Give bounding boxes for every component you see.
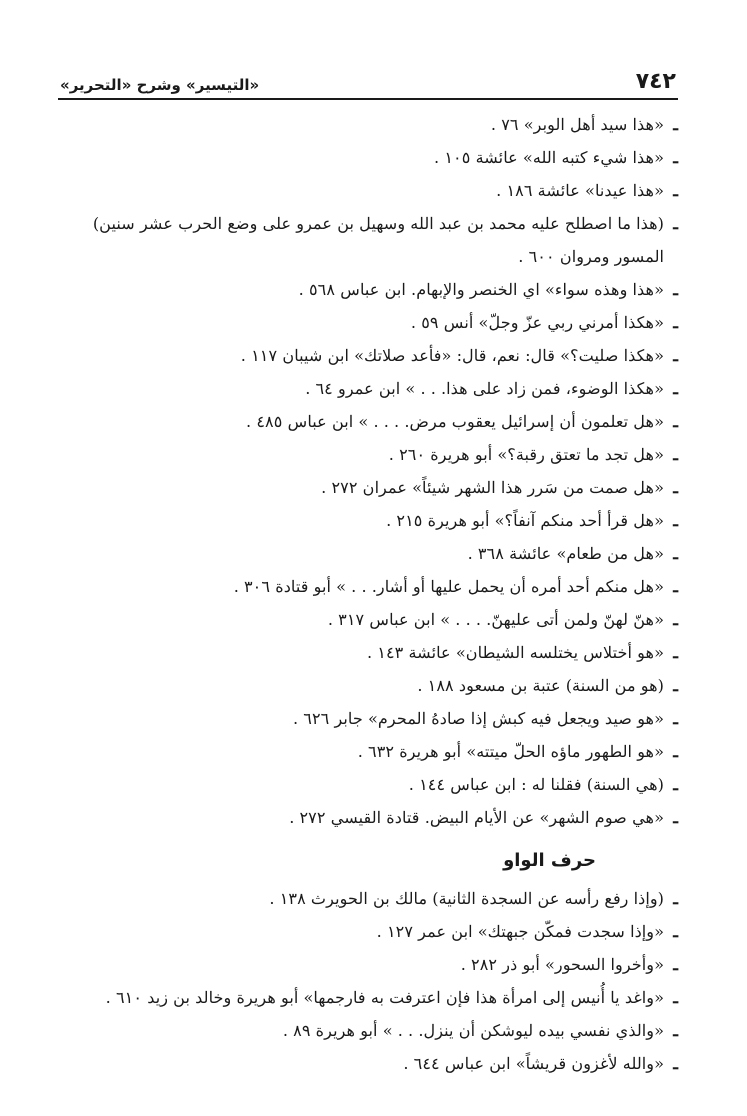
- list-item: [58, 108, 678, 141]
- entry-text: «هل تجد ما تعتق رقبة؟» أبو هريرة ٢٦٠ .: [388, 445, 664, 464]
- list-item: [58, 207, 678, 273]
- entry-text: (وإذا رفع رأسه عن السجدة الثانية) مالك بن الحويرث ١٣٨ .: [269, 889, 664, 908]
- entry-text: «هذا شيء كتبه الله» عائشة ١٠٥ .: [434, 148, 664, 167]
- list-item: [58, 438, 678, 471]
- section-heading: حرف الواو: [503, 850, 596, 871]
- list-item: [58, 801, 678, 834]
- entry-text: «هو أختلاس يختلسه الشيطان» عائشة ١٤٣ .: [366, 643, 664, 662]
- entry-dash: ـ: [673, 988, 678, 1007]
- entry-text: «هي صوم الشهر» عن الأيام البيض. قتادة القيسي ٢٧٢ .: [289, 808, 664, 827]
- entry-dash: ـ: [673, 148, 678, 167]
- entry-dash: ـ: [673, 889, 678, 908]
- entry-dash: ـ: [673, 955, 678, 974]
- list-item: [58, 915, 678, 948]
- entry-dash: ـ: [673, 1021, 678, 1040]
- entry-text: «والله لأغزون قريشاً» ابن عباس ٦٤٤ .: [403, 1054, 664, 1073]
- list-item: [58, 273, 678, 306]
- list-item: [58, 339, 678, 372]
- list-item: [58, 141, 678, 174]
- entry-dash: ـ: [673, 709, 678, 728]
- entry-text: «هكذا صليت؟» قال: نعم، قال: «فأعد صلاتك» ابن شيبان ١١٧ .: [240, 346, 664, 365]
- book-title: «التيسير» وشرح «التحرير»: [60, 76, 260, 94]
- page-header: [58, 60, 678, 100]
- entry-dash: ـ: [673, 412, 678, 431]
- list-item: [58, 981, 678, 1014]
- entry-text: (هو من السنة) عتبة بن مسعود ١٨٨ .: [417, 676, 664, 695]
- entry-dash: ـ: [673, 676, 678, 695]
- entry-text: «هكذا الوضوء، فمن زاد على هذا. . . » ابن عمرو ٦٤ .: [305, 379, 664, 398]
- entry-text: «هنّ لهنّ ولمن أتى عليهنّ. . . . » ابن عباس ٣١٧ .: [327, 610, 664, 629]
- list-item: [58, 702, 678, 735]
- entry-dash: ـ: [673, 280, 678, 299]
- entry-dash: ـ: [673, 544, 678, 563]
- entry-text: «هل منكم أحد أمره أن يحمل عليها أو أشار. . . » أبو قتادة ٣٠٦ .: [233, 577, 664, 596]
- entry-dash: ـ: [673, 775, 678, 794]
- entry-text: «هل من طعام» عائشة ٣٦٨ .: [467, 544, 664, 563]
- entry-text: «هذا وهذه سواء» اي الخنصر والإبهام. ابن عباس ٥٦٨ .: [298, 280, 664, 299]
- page-number: ٧٤٢: [635, 69, 676, 94]
- list-item: [58, 1014, 678, 1047]
- entry-dash: ـ: [673, 643, 678, 662]
- list-item: [58, 948, 678, 981]
- entry-text: «هو الطهور ماؤه الحلّ ميتته» أبو هريرة ٦٣٢ .: [357, 742, 664, 761]
- list-item: [58, 504, 678, 537]
- entry-text: «هذا سيد أهل الوبر» ٧٦ .: [490, 115, 664, 134]
- index-page: [58, 60, 678, 1080]
- list-item: [58, 471, 678, 504]
- entry-dash: ـ: [673, 577, 678, 596]
- entry-text: «هل صمت من سَرر هذا الشهر شيئاً» عمران ٢٧٢ .: [321, 478, 664, 497]
- entry-dash: ـ: [673, 478, 678, 497]
- list-item: [58, 1047, 678, 1080]
- list-item: [58, 174, 678, 207]
- entry-text: (هي السنة) فقلنا له : ابن عباس ١٤٤ .: [408, 775, 664, 794]
- entry-dash: ـ: [673, 511, 678, 530]
- entry-dash: ـ: [673, 1054, 678, 1073]
- entry-text: «وأخروا السحور» أبو ذر ٢٨٢ .: [460, 955, 664, 974]
- entry-text: «هو صيد ويجعل فيه كبش إذا صادهُ المحرم» جابر ٦٢٦ .: [292, 709, 664, 728]
- entry-dash: ـ: [673, 742, 678, 761]
- entry-dash: ـ: [673, 922, 678, 941]
- entry-dash: ـ: [673, 214, 678, 233]
- list-item: [58, 735, 678, 768]
- entry-dash: ـ: [673, 346, 678, 365]
- list-item: [58, 372, 678, 405]
- entry-dash: ـ: [673, 610, 678, 629]
- entry-dash: ـ: [673, 313, 678, 332]
- list-item: [58, 537, 678, 570]
- entry-list-waw: [58, 882, 678, 1080]
- entry-text: «هكذا أمرني ربي عزّ وجلّ» أنس ٥٩ .: [410, 313, 664, 332]
- entry-text: «واغد يا أُنيس إلى امرأة هذا فإن اعترفت به فارجمها» أبو هريرة وخالد بن زيد ٦١٠ .: [105, 988, 664, 1007]
- entry-dash: ـ: [673, 379, 678, 398]
- entry-dash: ـ: [673, 445, 678, 464]
- entry-dash: ـ: [673, 115, 678, 134]
- list-item: [58, 306, 678, 339]
- list-item: [58, 669, 678, 702]
- list-item: [58, 882, 678, 915]
- entry-text: «هذا عيدنا» عائشة ١٨٦ .: [496, 181, 664, 200]
- entry-text: «وإذا سجدت فمكّن جبهتك» ابن عمر ١٢٧ .: [376, 922, 664, 941]
- list-item: [58, 768, 678, 801]
- list-item: [58, 405, 678, 438]
- entry-dash: ـ: [673, 181, 678, 200]
- list-item: [58, 603, 678, 636]
- entry-list-ha: [58, 108, 678, 834]
- entry-text: «هل قرأ أحد منكم آنفاً؟» أبو هريرة ٢١٥ .: [386, 511, 664, 530]
- entry-text: «والذي نفسي بيده ليوشكن أن ينزل. . . » أبو هريرة ٨٩ .: [282, 1021, 664, 1040]
- entry-text: «هل تعلمون أن إسرائيل يعقوب مرض. . . . » ابن عباس ٤٨٥ .: [246, 412, 664, 431]
- entry-text: (هذا ما اصطلح عليه محمد بن عبد الله وسهيل بن عمرو على وضع الحرب عشر سنين) المسور ومروان ٦٠٠ .: [92, 214, 664, 266]
- list-item: [58, 636, 678, 669]
- entry-dash: ـ: [673, 808, 678, 827]
- list-item: [58, 570, 678, 603]
